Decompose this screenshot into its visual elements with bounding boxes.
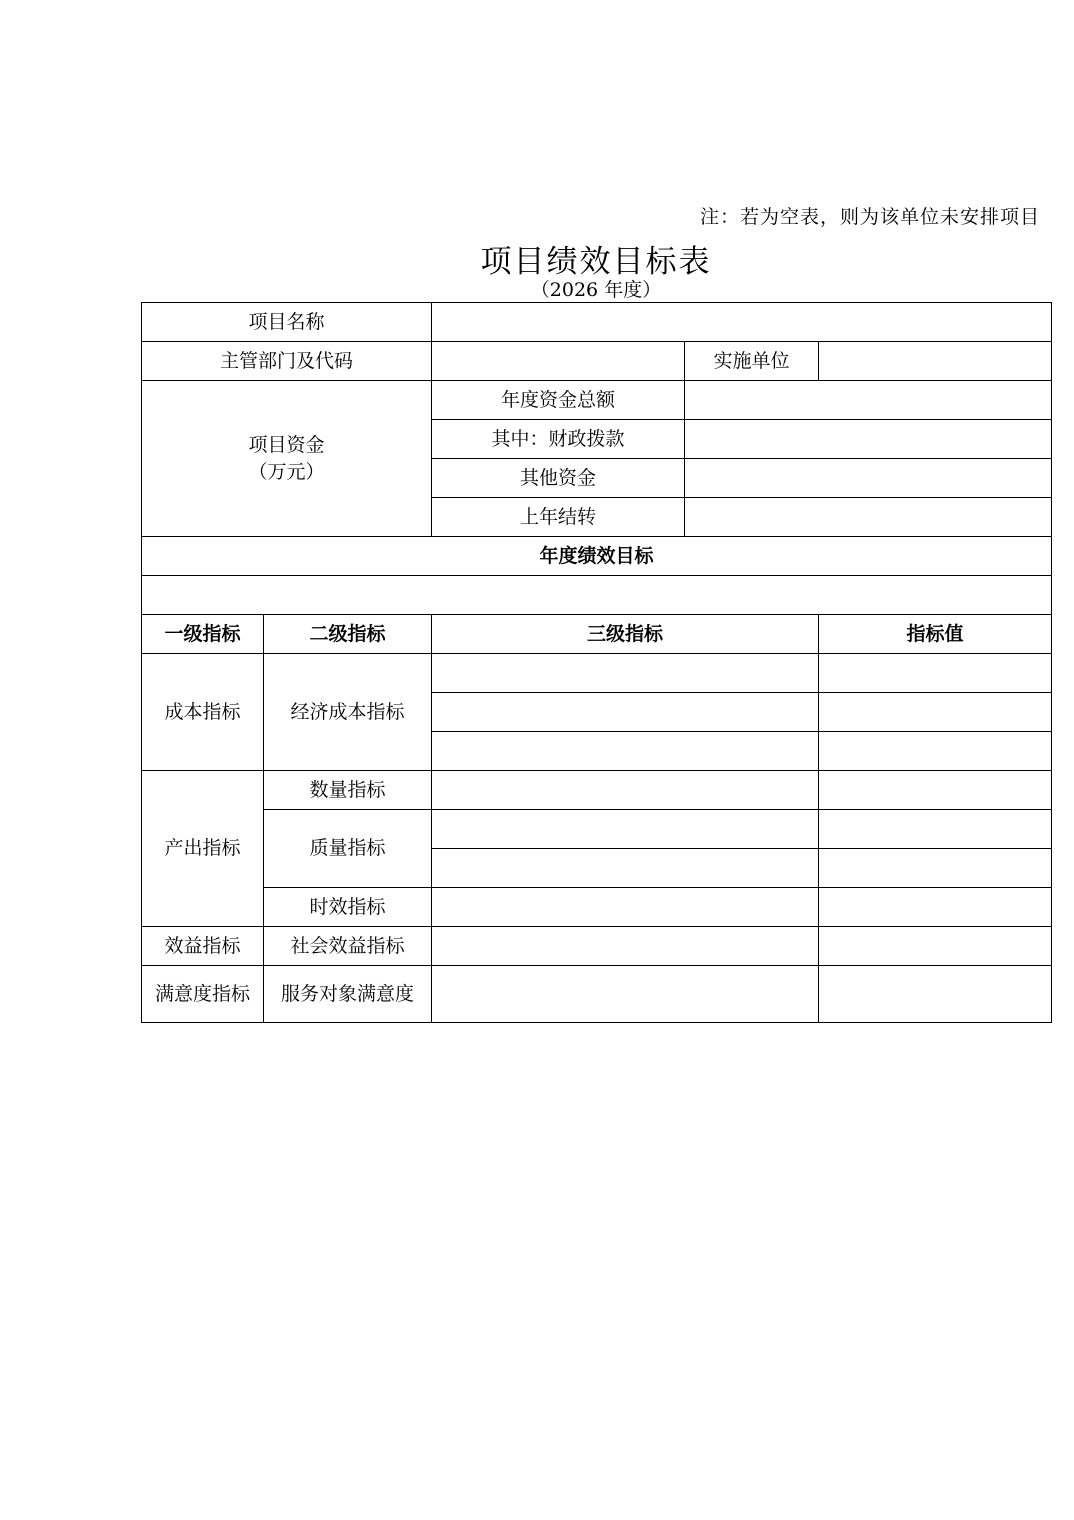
quantity-indicator-label: 数量指标 [264,771,432,810]
annual-goal-header-row [142,537,1052,576]
cost-value-cell[interactable] [819,693,1052,732]
funds-total-value[interactable] [685,381,1052,420]
quantity-value-cell[interactable] [819,771,1052,810]
funds-label-line2: （万元） [248,460,325,483]
funds-carryover-value[interactable] [685,498,1052,537]
cost-level3-cell[interactable] [432,654,819,693]
output-row-quantity [142,771,1052,810]
satisfaction-level3-cell[interactable] [432,966,819,1023]
dept-row [142,342,1052,381]
timeliness-value-cell[interactable] [819,888,1052,927]
output-row-quality-1 [142,810,1052,849]
quality-value-cell[interactable] [819,810,1052,849]
header-level2: 二级指标 [264,615,432,654]
impl-unit-value[interactable] [819,342,1052,381]
project-name-value[interactable] [432,303,1052,342]
quality-value-cell[interactable] [819,849,1052,888]
project-name-label: 项目名称 [142,303,432,342]
output-row-timeliness [142,888,1052,927]
cost-level3-cell[interactable] [432,732,819,771]
benefit-indicator-label: 效益指标 [142,927,264,966]
funds-fiscal-value[interactable] [685,420,1052,459]
header-level1: 一级指标 [142,615,264,654]
project-name-row [142,303,1052,342]
empty-table-note: 注：若为空表，则为该单位未安排项目 [699,206,1040,228]
funds-row-total [142,381,1052,420]
timeliness-level3-cell[interactable] [432,888,819,927]
funds-label-line1: 项目资金 [248,433,325,456]
annual-goal-value-row [142,576,1052,615]
impl-unit-label: 实施单位 [685,342,819,381]
indicator-header-row [142,615,1052,654]
header-value: 指标值 [819,615,1052,654]
cost-row-1 [142,654,1052,693]
quality-level3-cell[interactable] [432,849,819,888]
service-satisfaction-label: 服务对象满意度 [264,966,432,1023]
satisfaction-row [142,966,1052,1023]
benefit-row [142,927,1052,966]
funds-other-value[interactable] [685,459,1052,498]
funds-label [142,381,432,537]
quantity-level3-cell[interactable] [432,771,819,810]
cost-level3-cell[interactable] [432,693,819,732]
cost-value-cell[interactable] [819,654,1052,693]
funds-carryover-label: 上年结转 [432,498,685,537]
page-title: 项目绩效目标表 [480,244,712,280]
satisfaction-value-cell[interactable] [819,966,1052,1023]
dept-value[interactable] [432,342,685,381]
social-value-cell[interactable] [819,927,1052,966]
funds-fiscal-label: 其中：财政拨款 [432,420,685,459]
quality-level3-cell[interactable] [432,810,819,849]
social-level3-cell[interactable] [432,927,819,966]
social-benefit-label: 社会效益指标 [264,927,432,966]
performance-goal-table [141,302,1052,1023]
cost-indicator-label: 成本指标 [142,654,264,771]
annual-goal-value[interactable] [142,576,1052,615]
satisfaction-indicator-label: 满意度指标 [142,966,264,1023]
cost-value-cell[interactable] [819,732,1052,771]
economic-cost-label: 经济成本指标 [264,654,432,771]
quality-indicator-label: 质量指标 [264,810,432,888]
funds-total-label: 年度资金总额 [432,381,685,420]
annual-goal-label: 年度绩效目标 [142,537,1052,576]
header-level3: 三级指标 [432,615,819,654]
page-subtitle: （2026 年度） [530,279,662,301]
dept-label: 主管部门及代码 [142,342,432,381]
funds-other-label: 其他资金 [432,459,685,498]
output-indicator-label: 产出指标 [142,771,264,927]
timeliness-indicator-label: 时效指标 [264,888,432,927]
